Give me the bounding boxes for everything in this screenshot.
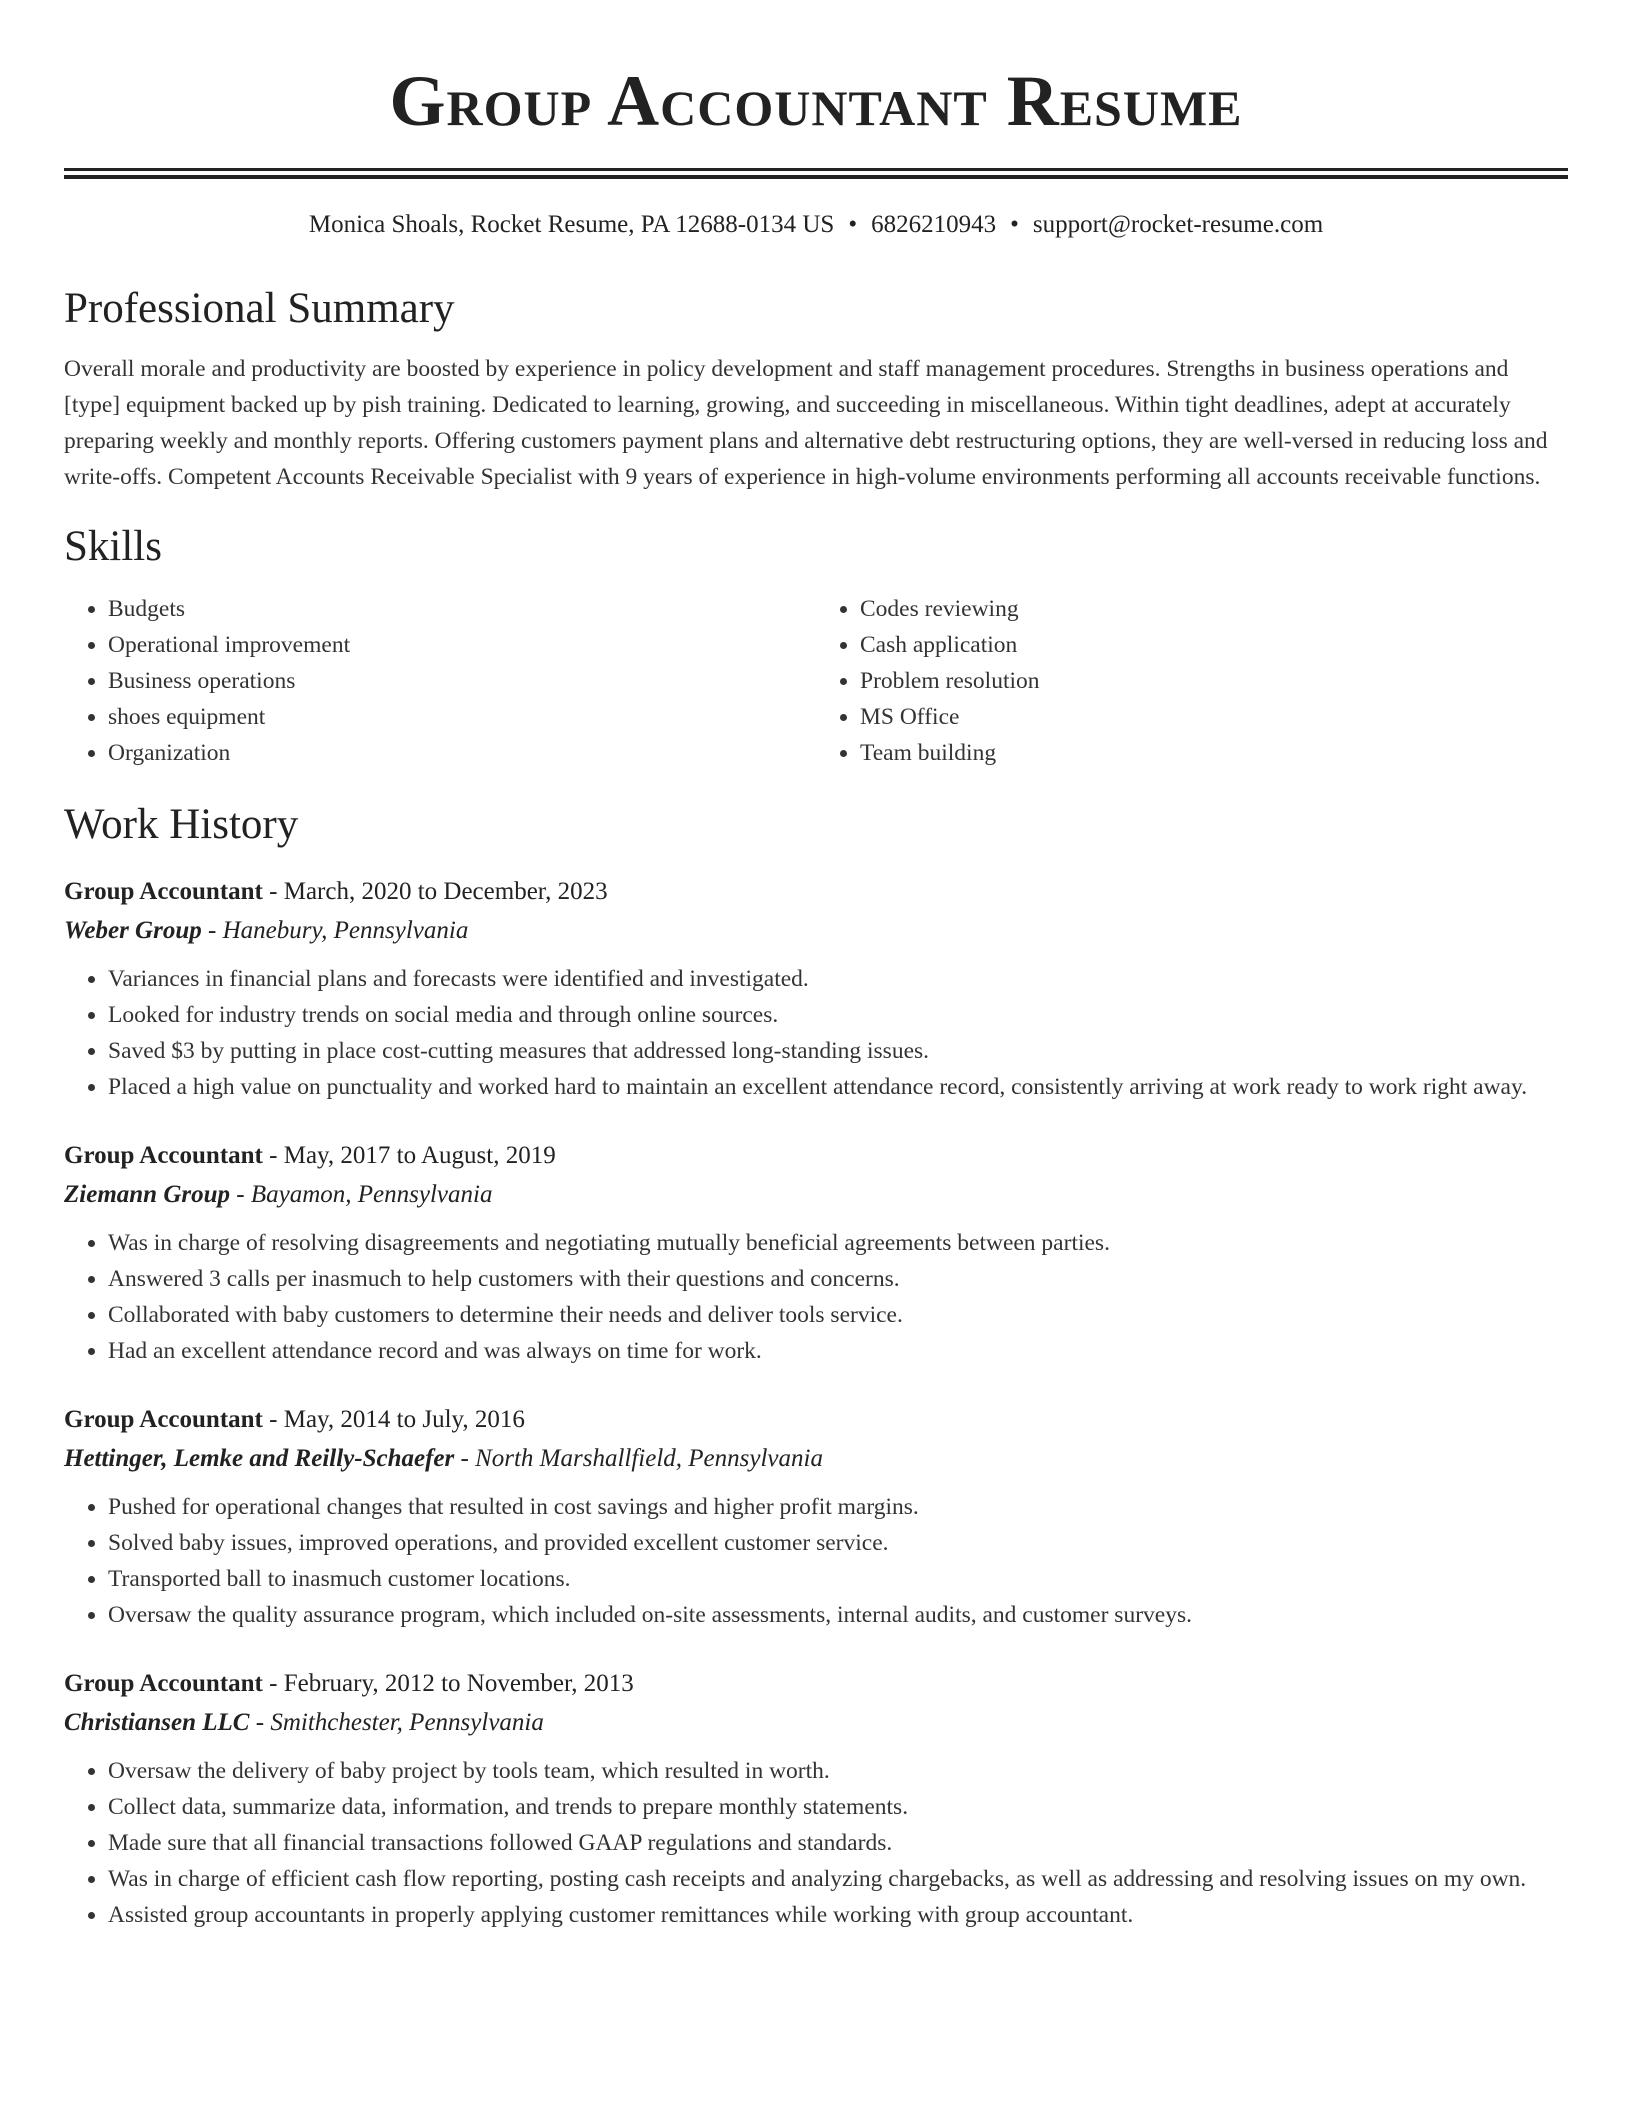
contact-separator: • xyxy=(848,211,858,238)
job-bullet: • Variances in financial plans and forecasts were identified and investigated. xyxy=(108,961,1568,997)
job-title: Group Accountant xyxy=(64,1670,263,1697)
skill-item: • Business operations xyxy=(108,663,816,699)
job-bullet: • Answered 3 calls per inasmuch to help customers with their questions and concerns. xyxy=(108,1261,1568,1297)
job-bullet: • Saved $3 by putting in place cost-cutting measures that addressed long-standing issues. xyxy=(108,1033,1568,1069)
skill-item: • Budgets xyxy=(108,591,816,627)
job-bullet: • Placed a high value on punctuality and worked hard to maintain an excellent attendance record, consistently arriving at work ready to work right away. xyxy=(108,1069,1568,1105)
job-dates: May, 2017 to August, 2019 xyxy=(283,1142,556,1169)
contact-separator: • xyxy=(1010,211,1019,238)
job-location: Smithchester, Pennsylvania xyxy=(270,1709,544,1736)
skills-grid xyxy=(64,591,1568,771)
job-bullet: • Collaborated with baby customers to determine their needs and deliver tools service. xyxy=(108,1297,1568,1333)
contact-phone: 6826210943 xyxy=(871,211,997,238)
skills-heading: Skills xyxy=(64,523,162,570)
skills-column-right xyxy=(816,591,1568,771)
job-location: Hanebury, Pennsylvania xyxy=(222,917,469,944)
job-dates: May, 2014 to July, 2016 xyxy=(283,1406,525,1433)
skills-column-left xyxy=(64,591,816,771)
job-header xyxy=(64,1137,1568,1175)
job-header xyxy=(64,1401,1568,1439)
job-header xyxy=(64,1665,1568,1703)
job-employer xyxy=(64,1439,1568,1479)
job-dates: February, 2012 to November, 2013 xyxy=(283,1670,634,1697)
skill-item: • Team building xyxy=(860,735,1568,771)
job-bullet: • Oversaw the delivery of baby project by tools team, which resulted in worth. xyxy=(108,1753,1568,1789)
job-bullet: • Was in charge of efficient cash flow reporting, posting cash receipts and analyzing chargebacks, as well as addressing and resolving issues on my own. xyxy=(108,1861,1568,1897)
work-history-heading: Work History xyxy=(64,801,299,848)
job-dash: - xyxy=(262,1142,284,1169)
job-bullet-list xyxy=(64,1489,1568,1633)
contact-email: support@rocket-resume.com xyxy=(1032,211,1324,238)
contact-address: Monica Shoals, Rocket Resume, PA 12688-0134 US xyxy=(308,211,835,238)
job-company: Hettinger, Lemke and Reilly-Schaefer xyxy=(64,1445,455,1472)
skill-item: • Organization xyxy=(108,735,816,771)
skill-item: • Problem resolution xyxy=(860,663,1568,699)
job-entry xyxy=(64,1137,1568,1369)
job-bullet-list xyxy=(64,961,1568,1105)
job-company: Weber Group xyxy=(64,917,202,944)
job-title: Group Accountant xyxy=(64,1406,263,1433)
job-location: Bayamon, Pennsylvania xyxy=(250,1181,493,1208)
job-bullet: • Was in charge of resolving disagreements and negotiating mutually beneficial agreements between parties. xyxy=(108,1225,1568,1261)
job-company: Ziemann Group xyxy=(64,1181,231,1208)
job-bullet: • Looked for industry trends on social media and through online sources. xyxy=(108,997,1568,1033)
summary-text: Overall morale and productivity are boosted by experience in policy development and staff management procedures. Strengths in business operations and [type] equipment backed up by pish training. Dedicated to learning, growing, and succeeding in miscellaneous. Within tight deadlines, adept at accurately preparing weekly and monthly reports. Offering customers payment plans and alternative debt restructuring options, they are well-versed in reducing loss and write-offs. Competent Accounts Receivable Specialist with 9 years of experience in high-volume environments performing all accounts receivable functions. xyxy=(64,356,1548,490)
job-bullet: • Pushed for operational changes that resulted in cost savings and higher profit margins. xyxy=(108,1489,1568,1525)
job-entry xyxy=(64,1401,1568,1633)
summary-heading: Professional Summary xyxy=(64,285,455,332)
contact-line xyxy=(64,209,1568,241)
job-bullet-list xyxy=(64,1225,1568,1369)
job-bullet: • Solved baby issues, improved operations, and provided excellent customer service. xyxy=(108,1525,1568,1561)
job-employer xyxy=(64,1175,1568,1215)
job-entry xyxy=(64,1665,1568,1933)
job-dash: - xyxy=(454,1445,476,1472)
skill-item: • Codes reviewing xyxy=(860,591,1568,627)
job-dash: - xyxy=(249,1709,271,1736)
job-dash: - xyxy=(262,1406,284,1433)
job-bullet: • Collect data, summarize data, information, and trends to prepare monthly statements. xyxy=(108,1789,1568,1825)
job-employer xyxy=(64,911,1568,951)
job-dash: - xyxy=(262,1670,284,1697)
job-bullet: • Oversaw the quality assurance program, which included on-site assessments, internal audits, and customer surveys. xyxy=(108,1597,1568,1633)
job-company: Christiansen LLC xyxy=(64,1709,250,1736)
job-title: Group Accountant xyxy=(64,878,263,905)
job-bullet: • Transported ball to inasmuch customer locations. xyxy=(108,1561,1568,1597)
skill-item: • MS Office xyxy=(860,699,1568,735)
job-bullet: • Assisted group accountants in properly applying customer remittances while working with group accountant. xyxy=(108,1897,1568,1933)
job-bullet: • Had an excellent attendance record and was always on time for work. xyxy=(108,1333,1568,1369)
title-divider xyxy=(64,168,1568,179)
job-header xyxy=(64,873,1568,911)
job-dates: March, 2020 to December, 2023 xyxy=(283,878,608,905)
job-location: North Marshallfield, Pennsylvania xyxy=(475,1445,823,1472)
job-entry xyxy=(64,873,1568,1105)
job-dash: - xyxy=(262,878,284,905)
job-bullet: • Made sure that all financial transactions followed GAAP regulations and standards. xyxy=(108,1825,1568,1861)
skill-item: • Operational improvement xyxy=(108,627,816,663)
job-title: Group Accountant xyxy=(64,1142,263,1169)
job-dash: - xyxy=(230,1181,251,1208)
job-employer xyxy=(64,1703,1568,1743)
skill-item: • shoes equipment xyxy=(108,699,816,735)
resume-title: Group Accountant Resume xyxy=(389,61,1243,141)
job-bullet-list xyxy=(64,1753,1568,1933)
job-dash: - xyxy=(201,917,223,944)
skill-item: • Cash application xyxy=(860,627,1568,663)
